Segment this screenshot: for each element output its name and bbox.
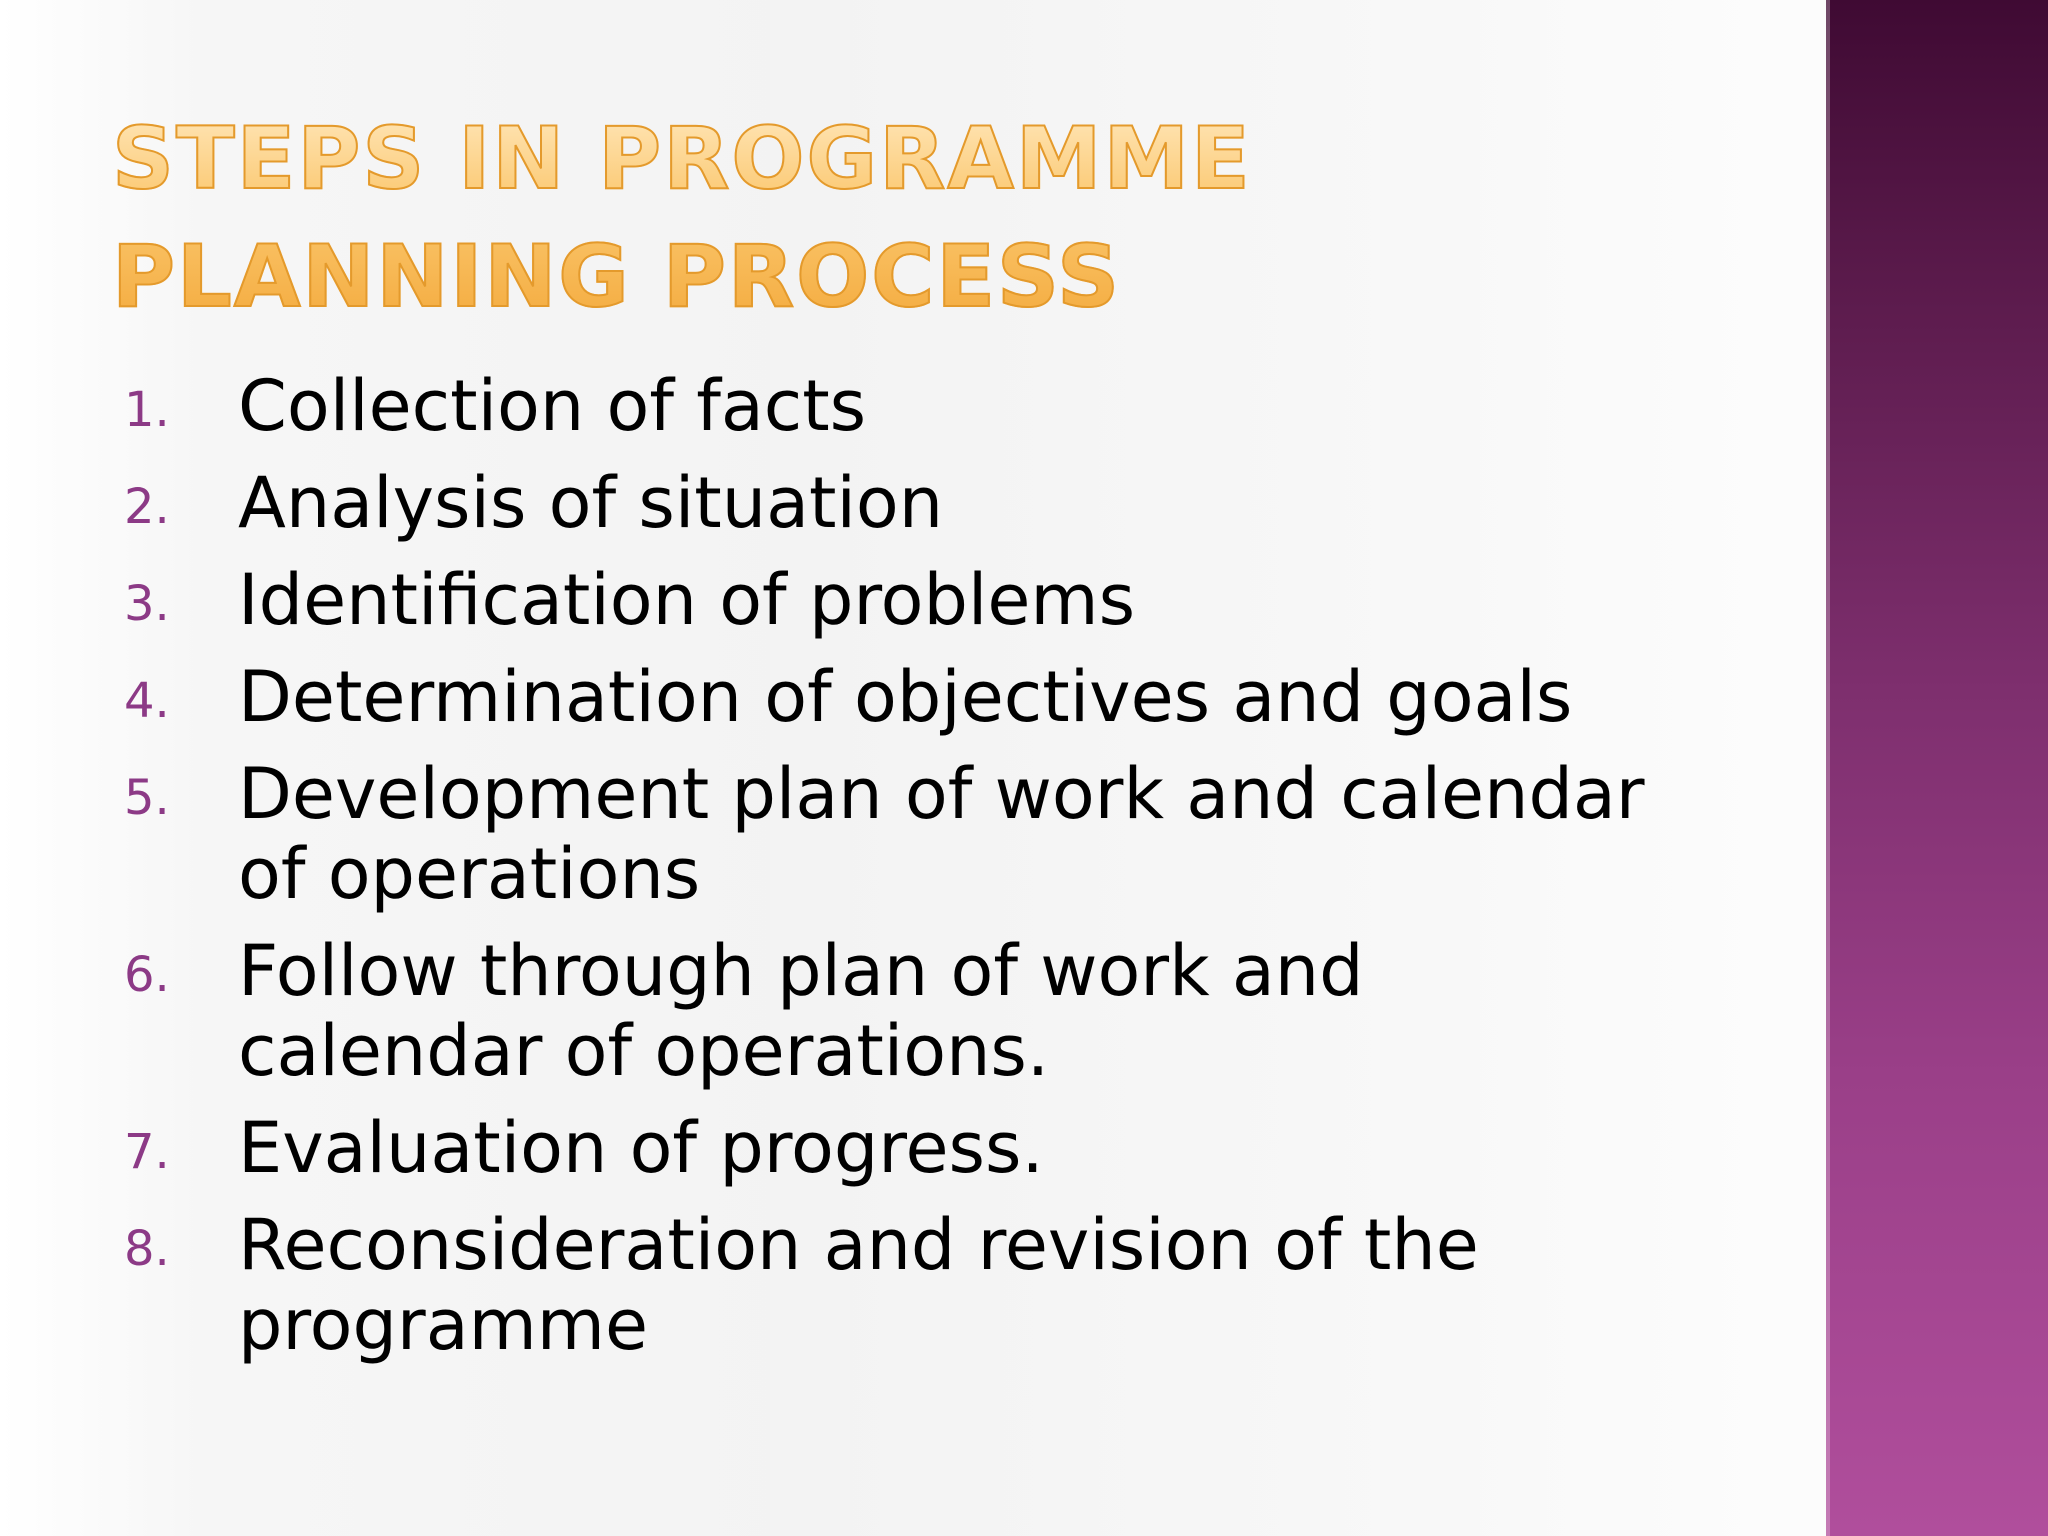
step-number: 6. [124, 947, 170, 1003]
step-text: Determination of objectives and goals [238, 656, 1573, 738]
list-item [120, 463, 1680, 543]
side-bar-edge [1826, 0, 1830, 1536]
step-number: 7. [124, 1124, 170, 1180]
list-item [120, 657, 1680, 737]
step-number: 1. [124, 382, 170, 438]
list-item [120, 931, 1680, 1091]
step-text: Evaluation of progress. [238, 1107, 1044, 1189]
step-text: Identification of problems [238, 559, 1136, 641]
list-item [120, 560, 1680, 640]
step-number: 8. [124, 1221, 170, 1277]
list-item [120, 366, 1680, 446]
decorative-side-bar [1826, 0, 2048, 1536]
list-item [120, 1108, 1680, 1188]
step-number: 4. [124, 673, 170, 729]
step-number: 5. [124, 770, 170, 826]
step-number: 2. [124, 479, 170, 535]
list-item [120, 754, 1680, 914]
step-text: Follow through plan of work and calendar of operations. [238, 930, 1364, 1092]
list-item [120, 1205, 1680, 1365]
step-text: Development plan of work and calendar of operations [238, 753, 1645, 915]
slide-title: STEPS IN PROGRAMME PLANNING PROCESS [112, 100, 1672, 336]
step-text: Analysis of situation [238, 462, 944, 544]
step-text: Reconsideration and revision of the programme [238, 1204, 1479, 1366]
step-number: 3. [124, 576, 170, 632]
step-text: Collection of facts [238, 365, 867, 447]
steps-list [120, 366, 1680, 1382]
